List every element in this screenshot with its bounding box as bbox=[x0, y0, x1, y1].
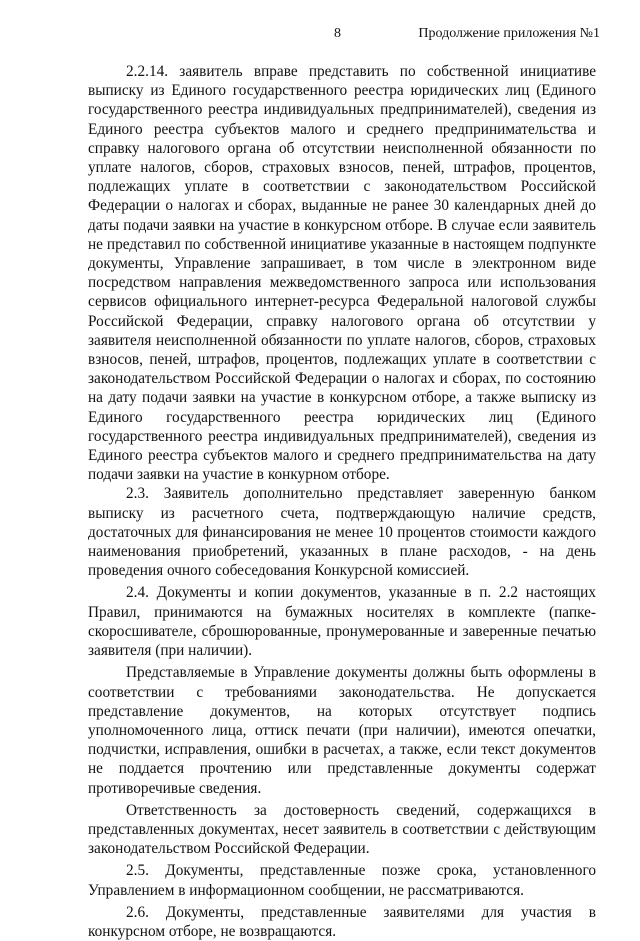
paragraph-2-2-14: 2.2.14. заявитель вправе представить по собственной инициативе выписку из Единого государственного реестра юридических лиц (Единого государственного реестра индивидуальных предпринимателей), сведения из Единого реестра субъектов малого и среднего предпринимательства и справку налогового органа об отсутствии неисполненной обязанности по уплате налогов, сборов, страховых взносов, пеней, штрафов, процентов, подлежащих уплате в соответствии с законодательством Российской Федерации о налогах и сборах, выданные не ранее 30 календарных дней до даты подачи заявки на участие в конкурсном отборе. В случае если заявитель не представил по собственной инициативе указанные в настоящем подпункте документы, Управление запрашивает, в том числе в электронном виде посредством направления межведомственного запроса или использования сервисов официального интернет-ресурса Федеральной налоговой службы Российской Федерации, справку налогового органа об отсутствии у заявителя неисполненной обязанности по уплате налогов, сборов, страховых взносов, пеней, штрафов, процентов, подлежащих уплате в соответствии с законодательством Российской Федерации о налогах и сборах, по состоянию на дату подачи заявки на участие в конкурсном отборе, а также выписку из Единого государственного реестра юридических лиц (Единого государственного реестра индивидуальных предпринимателей), сведения из Единого реестра субъектов малого и среднего предпринимательства на дату подачи заявки на участие в конкурном отборе. bbox=[88, 63, 596, 484]
continuation-header: Продолжение приложения №1 bbox=[418, 26, 600, 41]
paragraph-2-3: 2.3. Заявитель дополнительно представляет заверенную банком выписку из расчетного счета, подтверждающую наличие средств, достаточных для финансирования не менее 10 процентов стоимости каждого наименования приобретений, указанных в плане расходов, - на день проведения очного собеседования Конкурсной комиссией. bbox=[88, 485, 596, 580]
document-body bbox=[88, 62, 596, 941]
paragraph-2-4: 2.4. Документы и копии документов, указанные в п. 2.2 настоящих Правил, принимаются на бумажных носителях в комплекте (папке-скоросшивателе, сброшюрованные, пронумерованные и заверенные печатью заявителя (при наличии). bbox=[88, 584, 596, 660]
paragraph-responsibility: Ответственность за достоверность сведений, содержащихся в представленных документах, несет заявитель в соответствии с действующим законодательством Российской Федерации. bbox=[88, 801, 596, 858]
paragraph-2-5: 2.5. Документы, представленные позже срока, установленного Управлением в информационном сообщении, не рассматриваются. bbox=[88, 862, 596, 899]
paragraph-2-6: 2.6. Документы, представленные заявителями для участия в конкурсном отборе, не возвращаются. bbox=[88, 903, 596, 940]
paragraph-documents-requirements: Представляемые в Управление документы должны быть оформлены в соответствии с требованиями законодательства. Не допускается представление документов, на которых отсутствует подпись уполномоченного лица, оттиск печати (при наличии), имеются опечатки, подчистки, исправления, ошибки в расчетах, а также, если текст документов не поддается прочтению или представленные документы содержат противоречивые сведения. bbox=[88, 664, 596, 797]
page-number: 8 bbox=[334, 26, 341, 41]
